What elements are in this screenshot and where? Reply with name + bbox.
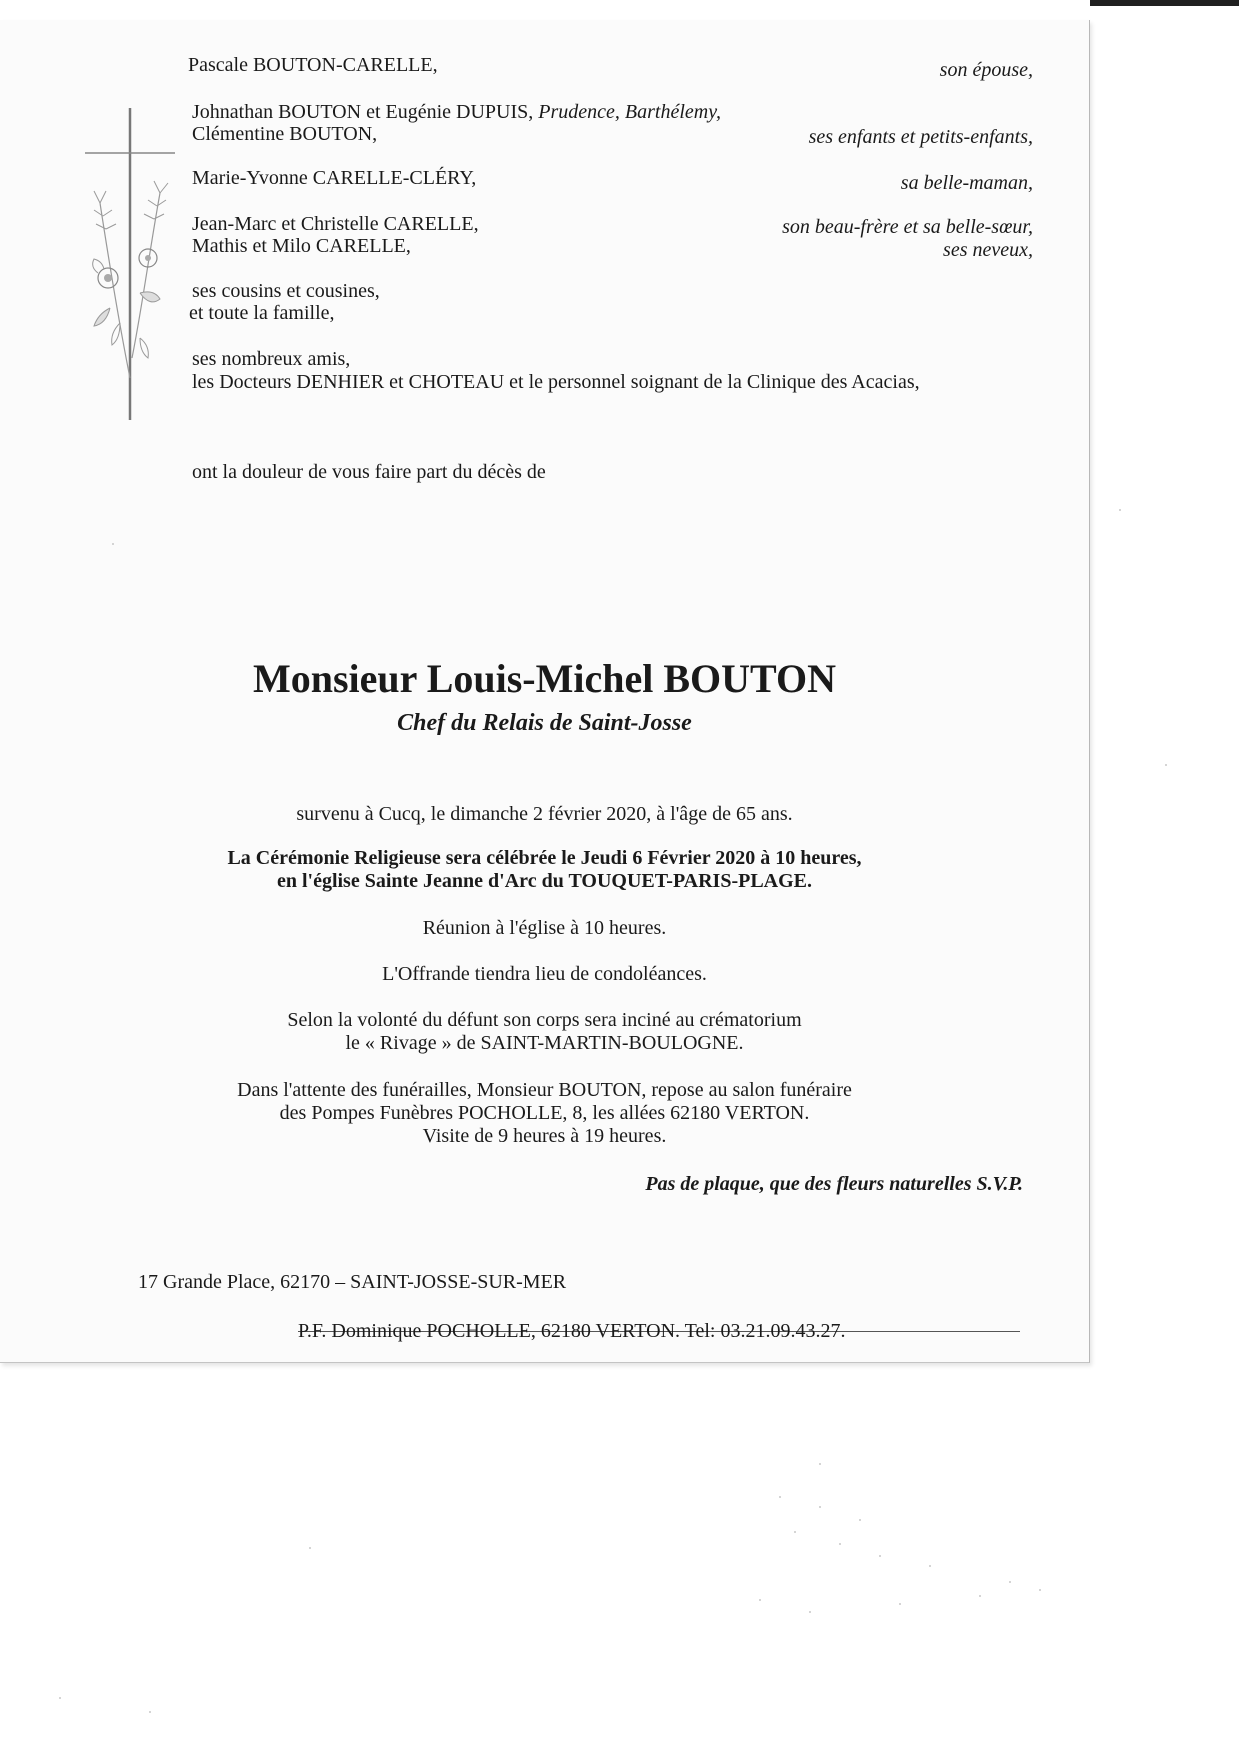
in-laws-line2: Mathis et Milo CARELLE, [192, 235, 411, 257]
spouse-name: Pascale BOUTON-CARELLE, [188, 54, 438, 76]
grandchildren-names: Prudence, Barthélemy, [538, 101, 721, 123]
friends-line1: ses nombreux amis, [192, 348, 351, 370]
spouse-relation: son épouse, [939, 59, 1033, 81]
children-relation: ses enfants et petits-enfants, [808, 126, 1033, 148]
visit-hours: Visite de 9 heures à 19 heures. [422, 1125, 667, 1147]
ceremony-line2: en l'église Sainte Jeanne d'Arc du TOUQUET-PARIS-PLAGE. [276, 870, 813, 892]
children-line1: Johnathan BOUTON et Eugénie DUPUIS, [192, 101, 534, 123]
obituary-notice [0, 20, 1090, 1363]
mother-in-law-relation: sa belle-maman, [900, 172, 1033, 194]
ceremony-line1: La Cérémonie Religieuse sera célébrée le Jeudi 6 Février 2020 à 10 heures, [227, 847, 862, 869]
scan-edge-mark [1090, 0, 1239, 6]
rest-line2: des Pompes Funèbres POCHOLLE, 8, les allées 62180 VERTON. [279, 1102, 810, 1124]
in-laws-line1: Jean-Marc et Christelle CARELLE, [192, 213, 479, 235]
children-line2: Clémentine BOUTON, [192, 123, 378, 145]
footer-address: 17 Grande Place, 62170 – SAINT-JOSSE-SUR-MER [138, 1271, 567, 1293]
offering-info: L'Offrande tiendra lieu de condoléances. [382, 963, 707, 985]
flowers-note: Pas de plaque, que des fleurs naturelles S.V.P. [645, 1173, 1023, 1195]
nephews-relation: ses neveux, [943, 239, 1033, 261]
in-laws-relation: son beau-frère et sa belle-sœur, [782, 216, 1033, 238]
deceased-name: Monsieur Louis-Michel BOUTON [252, 656, 836, 701]
deceased-title: Chef du Relais de Saint-Josse [397, 710, 692, 736]
cross-with-flowers-icon [80, 108, 180, 420]
cremation-line1: Selon la volonté du défunt son corps sera inciné au crématorium [287, 1009, 802, 1031]
rest-line1: Dans l'attente des funérailles, Monsieur BOUTON, repose au salon funéraire [237, 1079, 852, 1101]
death-details: survenu à Cucq, le dimanche 2 février 2020, à l'âge de 65 ans. [296, 803, 793, 825]
mother-in-law-name: Marie-Yvonne CARELLE-CLÉRY, [192, 167, 477, 189]
funeral-home-info: P.F. Dominique POCHOLLE, 62180 VERTON. Tel: 03.21.09.43.27. [298, 1320, 846, 1342]
cremation-line2: le « Rivage » de SAINT-MARTIN-BOULOGNE. [345, 1032, 744, 1054]
meeting-info: Réunion à l'église à 10 heures. [422, 917, 667, 939]
announcement-text: ont la douleur de vous faire part du décès de [192, 461, 546, 483]
cousins-line2: et toute la famille, [189, 302, 335, 324]
friends-line2: les Docteurs DENHIER et CHOTEAU et le personnel soignant de la Clinique des Acacias, [192, 371, 920, 393]
cousins-line1: ses cousins et cousines, [192, 280, 380, 302]
